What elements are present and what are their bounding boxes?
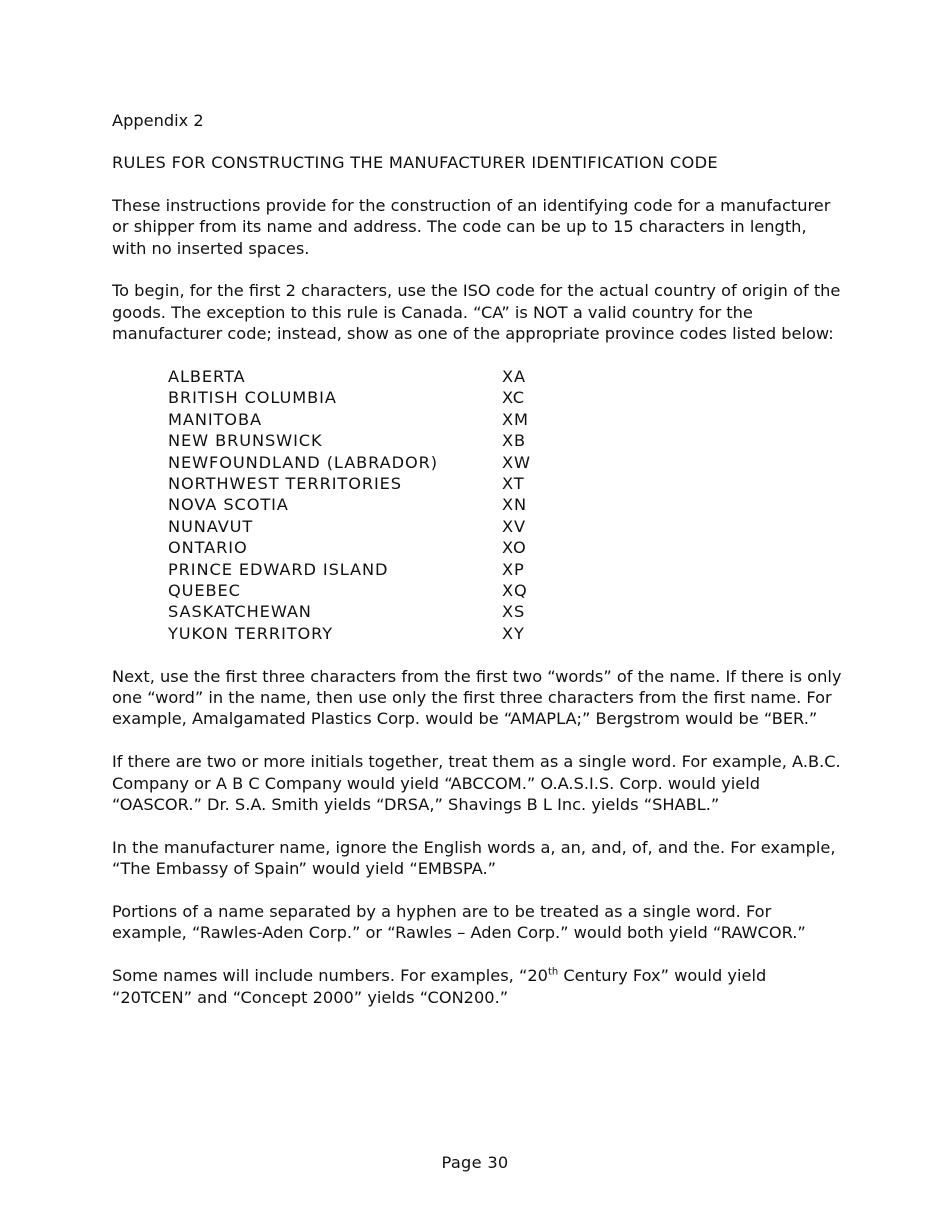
paragraph-numbers <box>112 965 842 1008</box>
province-code: XV <box>502 516 526 536</box>
numbers-text-start: Some names will include numbers. For examples, “20 <box>112 966 548 986</box>
province-row <box>168 559 842 580</box>
province-name: NUNAVUT <box>168 516 254 536</box>
province-name: YUKON TERRITORY <box>168 623 334 643</box>
province-name: NEW BRUNSWICK <box>168 431 323 451</box>
province-code: XC <box>502 388 526 408</box>
province-code: XY <box>502 623 525 643</box>
province-code: XS <box>502 602 526 622</box>
province-code: XA <box>502 367 526 387</box>
appendix-heading: Appendix 2 <box>112 111 204 130</box>
paragraph-initials: If there are two or more initials together, treat them as a single word. For example, A.B.C. Company or A B C Company would yield “ABCCOM.” O.A.S.I.S. Corp. would yield “OASCOR.” Dr. S.A. Smith yields “DRSA,” Shavings B L Inc. yields “SHABL.” <box>112 752 841 814</box>
province-row <box>168 516 842 537</box>
province-name: SASKATCHEWAN <box>168 602 312 622</box>
province-code: XM <box>502 409 529 429</box>
province-row <box>168 623 842 644</box>
province-code-table <box>168 366 842 644</box>
paragraph-hyphen: Portions of a name separated by a hyphen are to be treated as a single word. For example, “Rawles-Aden Corp.” or “Rawles – Aden Corp.” would both yield “RAWCOR.” <box>112 901 806 943</box>
paragraph-ignore-words: In the manufacturer name, ignore the English words a, an, and, of, and the. For example, “The Embassy of Spain” would yield “EMBSPA.” <box>112 837 836 879</box>
page-number: Page 30 <box>441 1153 509 1172</box>
province-row <box>168 494 842 515</box>
province-name: NOVA SCOTIA <box>168 495 289 515</box>
province-code: XQ <box>502 580 528 600</box>
province-code: XB <box>502 431 526 451</box>
province-code: XT <box>502 473 525 493</box>
province-code: XW <box>502 452 531 472</box>
paragraph-country-code: To begin, for the first 2 characters, use the ISO code for the actual country of origin of the goods. The exception to this rule is Canada. “CA” is NOT a valid country for the manufacturer code; instead, show as one of the appropriate province codes listed below: <box>112 281 841 344</box>
province-name: MANITOBA <box>168 409 262 429</box>
province-name: NORTHWEST TERRITORIES <box>168 473 402 493</box>
province-name: NEWFOUNDLAND (LABRADOR) <box>168 452 439 472</box>
document-body <box>112 110 842 1029</box>
section-title: RULES FOR CONSTRUCTING THE MANUFACTURER IDENTIFICATION CODE <box>112 153 718 173</box>
paragraph-intro: These instructions provide for the construction of an identifying code for a manufacturer or shipper from its name and address. The code can be up to 15 characters in length, with no inserted spaces. <box>112 195 831 258</box>
province-row <box>168 473 842 494</box>
numbers-text-end: Century Fox” would yield “20TCEN” and “Concept 2000” yields “CON200.” <box>112 966 767 1007</box>
province-row <box>168 580 842 601</box>
province-code: XN <box>502 495 527 515</box>
province-row <box>168 601 842 622</box>
province-row <box>168 452 842 473</box>
province-row <box>168 366 842 387</box>
paragraph-first-words: Next, use the first three characters from the first two “words” of the name. If there is only one “word” in the name, then use only the first three characters from the first name. For example, Amalgamated Plastics Corp. would be “AMAPLA;” Bergstrom would be “BER.” <box>112 666 842 729</box>
province-name: QUEBEC <box>168 580 241 600</box>
province-row <box>168 409 842 430</box>
province-row <box>168 387 842 408</box>
province-code: XO <box>502 538 527 558</box>
province-name: BRITISH COLUMBIA <box>168 388 337 408</box>
province-row <box>168 430 842 451</box>
ordinal-superscript: th <box>547 966 559 978</box>
province-name: PRINCE EDWARD ISLAND <box>168 559 389 579</box>
province-name: ALBERTA <box>168 367 246 387</box>
province-row <box>168 537 842 558</box>
province-name: ONTARIO <box>168 538 248 558</box>
province-code: XP <box>502 559 525 579</box>
